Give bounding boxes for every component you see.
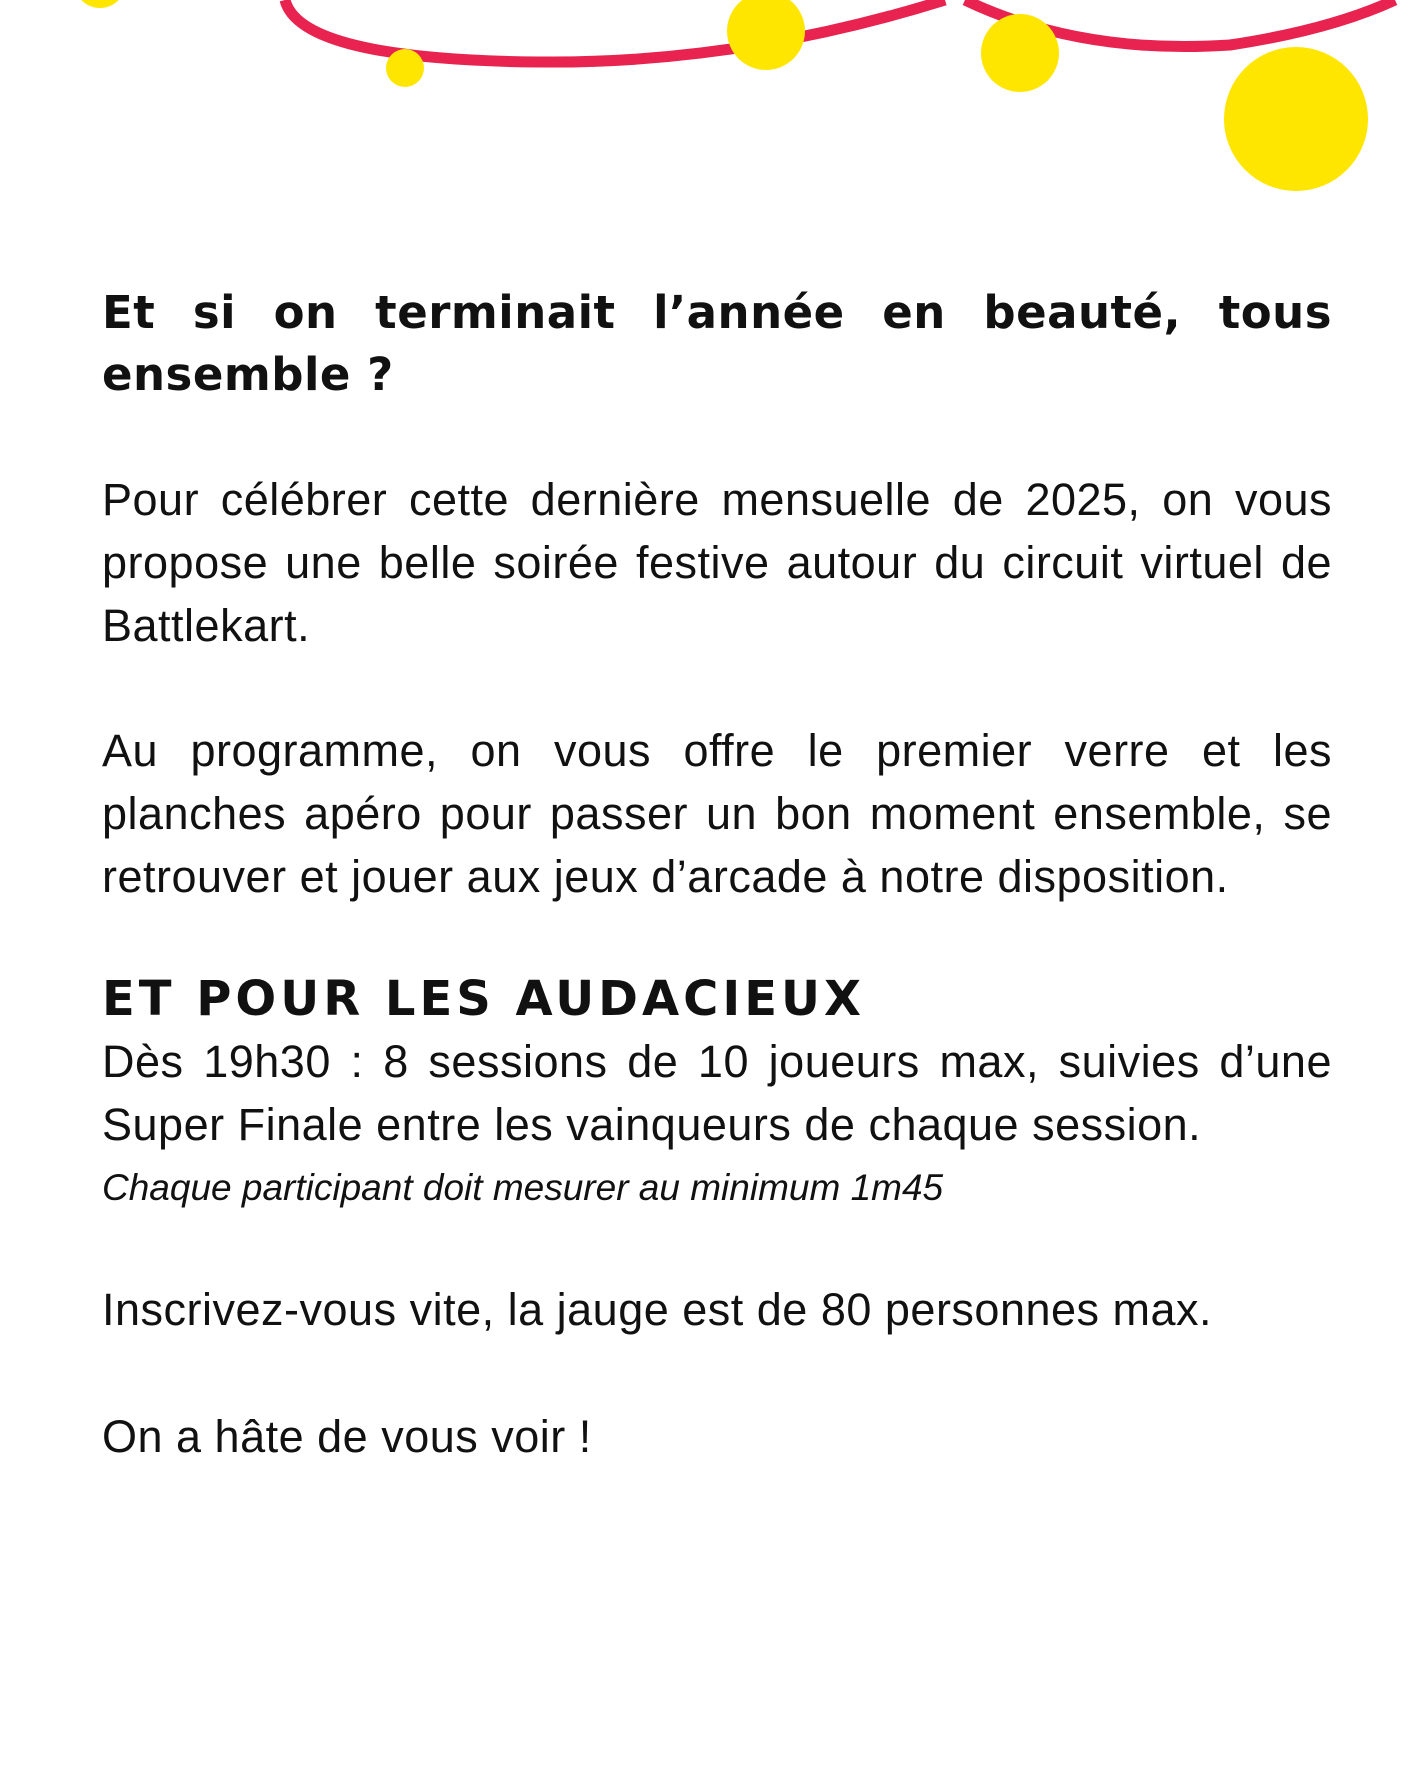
audacieux-heading: ET POUR LES AUDACIEUX (102, 971, 866, 1027)
audacieux-sessions: Dès 19h30 : 8 sessions de 10 joueurs max, suivies d’une Super Finale entre les vainqueurs de chaque session. (102, 1036, 1332, 1150)
height-requirement-note: Chaque participant doit mesurer au minimum 1m45 (102, 1167, 944, 1208)
paragraph-programme: Au programme, on vous offre le premier verre et les planches apéro pour passer un bon moment ensemble, se retrouver et jouer aux jeux d’arcade à notre disposition. (102, 725, 1332, 902)
event-description (102, 282, 1332, 1468)
yellow-bubble (386, 49, 424, 87)
farewell-text: On a hâte de vous voir ! (102, 1411, 592, 1462)
yellow-bubble (981, 14, 1059, 92)
intro-heading: Et si on terminait l’année en beauté, tous ensemble ? (102, 286, 1332, 401)
yellow-bubble (727, 0, 805, 70)
registration-text: Inscrivez-vous vite, la jauge est de 80 personnes max. (102, 1284, 1213, 1335)
garland-string-left (285, 0, 945, 62)
yellow-bubble (1224, 47, 1368, 191)
garland-decoration (0, 0, 1417, 200)
paragraph-celebration: Pour célébrer cette dernière mensuelle de 2025, on vous propose une belle soirée festive autour du circuit virtuel de Battlekart. (102, 474, 1332, 651)
yellow-bubble (74, 0, 126, 8)
